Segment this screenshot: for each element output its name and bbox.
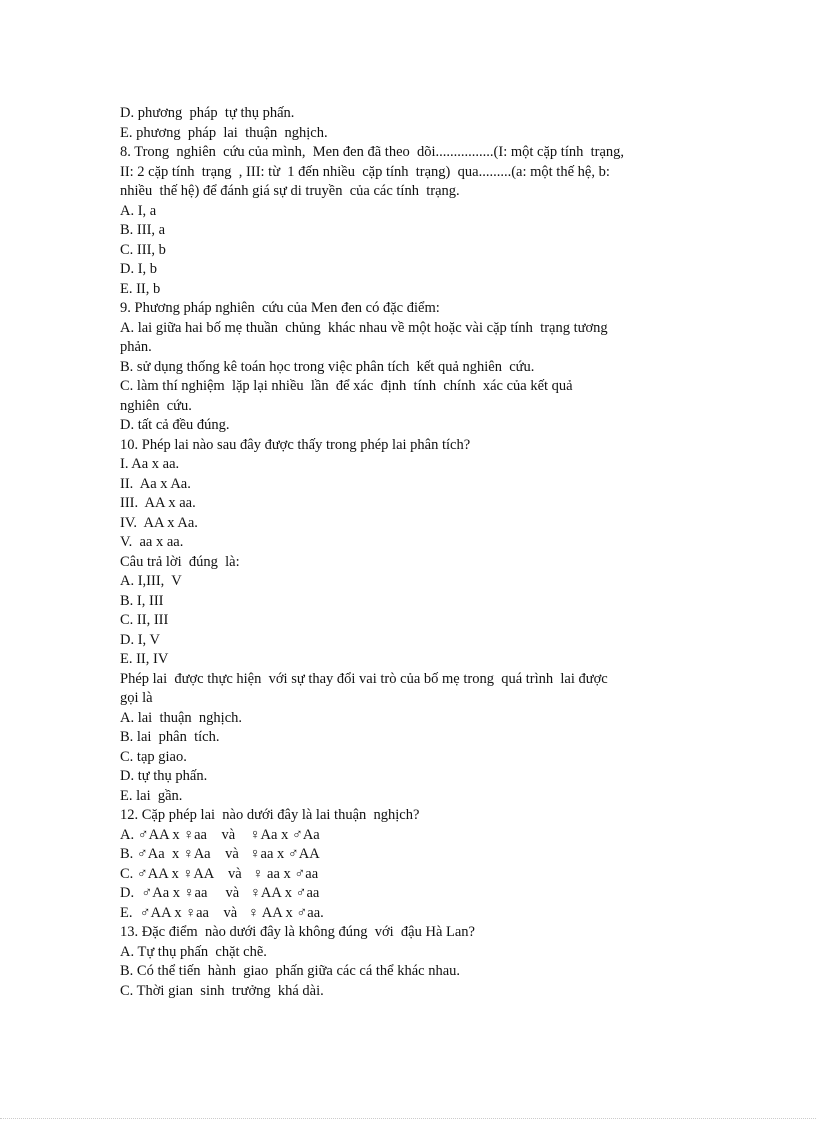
question-10-stem: 10. Phép lai nào sau đây được thấy trong phép lai phân tích? (120, 436, 471, 453)
answer-option: C. tạp giao. (120, 748, 187, 765)
cross-item: V. aa x aa. (120, 534, 184, 550)
answer-option: B. I, III (120, 592, 164, 609)
answer-option: D. tự thụ phấn. (120, 768, 208, 784)
answer-option: E. II, IV (120, 651, 169, 667)
document-page (120, 104, 680, 1001)
answer-option: B. III, a (120, 222, 166, 238)
answer-option: B. Có thể tiến hành giao phấn giữa các cá thể khác nhau. (120, 963, 461, 979)
answer-option: nghiên cứu. (120, 397, 192, 414)
answer-option: C. III, b (120, 241, 166, 258)
cross-item: IV. AA x Aa. (120, 514, 198, 531)
answer-option: C. Thời gian sinh trưởng khá dài. (120, 982, 324, 999)
question-9-stem: 9. Phương pháp nghiên cứu của Men đen có đặc điểm: (120, 300, 440, 316)
text-line: D. phương pháp tự thụ phấn. (120, 105, 295, 121)
question-8-stem: 8. Trong nghiên cứu của mình, Men đen đã theo dõi................(I: một cặp tính trạng, (120, 144, 625, 160)
answer-option: C. ♂AA x ♀AA và ♀ aa x ♂aa (120, 865, 319, 882)
cross-item: III. AA x aa. (120, 495, 196, 511)
answer-option: D. I, V (120, 631, 161, 648)
answer-option: D. I, b (120, 261, 158, 277)
answer-option: E. lai gần. (120, 787, 183, 804)
answer-option: E. II, b (120, 280, 161, 297)
question-8-stem: II: 2 cặp tính trạng , III: từ 1 đến nhiều cặp tính trạng) qua.........(a: một thế hệ, b: (120, 163, 610, 180)
answer-option: A. ♂AA x ♀aa và ♀Aa x ♂Aa (120, 826, 320, 843)
answer-option: A. lai thuận nghịch. (120, 709, 243, 726)
answer-option: E. ♂AA x ♀aa và ♀ AA x ♂aa. (120, 904, 324, 921)
answer-option: D. ♂Aa x ♀aa và ♀AA x ♂aa (120, 885, 320, 901)
question-13-stem: 13. Đặc điểm nào dưới đây là không đúng với đậu Hà Lan? (120, 924, 475, 940)
answer-option: B. ♂Aa x ♀Aa và ♀aa x ♂AA (120, 846, 320, 862)
answer-option: C. làm thí nghiệm lặp lại nhiều lần để xác định tính chính xác của kết quả (120, 378, 573, 394)
question-11-stem: gọi là (120, 690, 153, 706)
answer-option: D. tất cả đều đúng. (120, 417, 230, 433)
question-8-stem: nhiều thế hệ) để đánh giá sự di truyền của các tính trạng. (120, 183, 460, 199)
answer-option: A. Tự thụ phấn chặt chẽ. (120, 943, 267, 960)
page-bottom-divider (0, 1118, 816, 1119)
answer-option: phản. (120, 339, 152, 355)
answer-option: A. I, a (120, 202, 157, 219)
answer-option: A. I,III, V (120, 573, 182, 589)
answer-option: C. II, III (120, 612, 169, 628)
text-line: E. phương pháp lai thuận nghịch. (120, 124, 328, 141)
answer-option: B. lai phân tích. (120, 729, 220, 745)
question-12-stem: 12. Cặp phép lai nào dưới đây là lai thuận nghịch? (120, 807, 420, 823)
cross-item: II. Aa x Aa. (120, 475, 191, 492)
question-11-stem: Phép lai được thực hiện với sự thay đổi vai trò của bố mẹ trong quá trình lai được (120, 670, 608, 687)
answer-option: B. sử dụng thống kê toán học trong việc phân tích kết quả nghiên cứu. (120, 358, 535, 375)
answer-option: A. lai giữa hai bố mẹ thuần chủng khác nhau về một hoặc vài cặp tính trạng tương (120, 319, 608, 336)
cross-item: I. Aa x aa. (120, 456, 180, 472)
answer-prompt: Câu trả lời đúng là: (120, 553, 240, 570)
